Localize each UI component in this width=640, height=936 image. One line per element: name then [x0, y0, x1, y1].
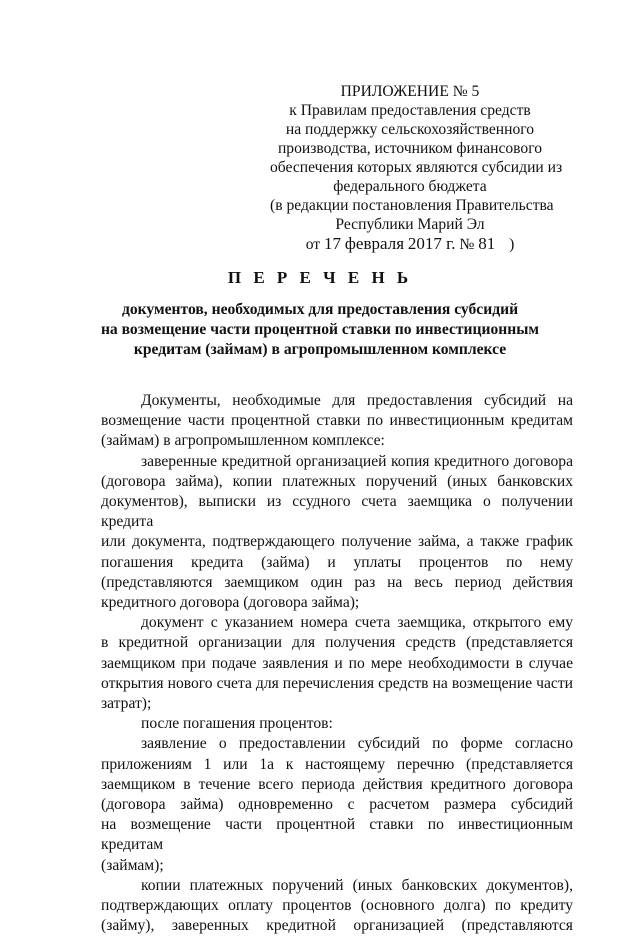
body-line: заверенные кредитной организацией копия кредитного договора: [141, 452, 573, 470]
appendix-block: [270, 82, 563, 254]
body-paragraph: [101, 452, 573, 614]
body-line: приложениям 1 или 1а к настоящему перечню (представляется: [101, 755, 573, 773]
subtitle-line: документов, необходимых для предоставления субсидий: [121, 301, 519, 318]
body-line: документ с указанием номера счета заемщика, открытого ему: [141, 614, 573, 632]
body-line: документов), выписки из ссудного счета заемщика о получении кредита: [101, 493, 573, 531]
body-paragraph: [101, 876, 573, 936]
document-subtitle: [80, 300, 560, 360]
appendix-line: федерального бюджета: [333, 178, 487, 195]
body-line: открытия нового счета для перечисления средств на возмещение части: [101, 674, 573, 692]
number-sign: №: [459, 236, 475, 253]
appendix-line: к Правилам предоставления средств: [289, 102, 531, 119]
appendix-title: ПРИЛОЖЕНИЕ № 5: [340, 83, 480, 100]
document-body: [101, 391, 573, 936]
body-line: (договора займа) одновременно с расчетом размера субсидий: [101, 796, 573, 814]
date-prefix: от: [305, 236, 321, 253]
body-line: (займам) в агропромышленном комплексе:: [101, 432, 385, 450]
body-line: кредитного договора (договора займа);: [101, 594, 360, 612]
close-paren: ): [509, 236, 515, 253]
body-line: заявление о предоставлении субсидий по форме согласно: [141, 735, 573, 753]
body-line: подтверждающих оплату процентов (основного долга) по кредиту: [101, 897, 573, 915]
body-line: копии платежных поручений (иных банковских документов),: [141, 876, 573, 894]
body-paragraph: [101, 734, 573, 875]
body-line: возмещение части процентной ставки по инвестиционным кредитам: [101, 412, 573, 430]
date-month: февраля: [344, 234, 405, 253]
subtitle-line: кредитам (займам) в агропромышленном комплексе: [133, 341, 507, 358]
appendix-line: производства, источником финансового: [277, 140, 543, 157]
appendix-line: (в редакции постановления Правительства: [270, 197, 554, 214]
body-line: (представляются заемщиком один раз на весь период действия: [101, 573, 573, 591]
subtitle-line: на возмещение части процентной ставки по инвестиционным: [100, 321, 540, 338]
body-line: на возмещение части процентной ставки по инвестиционным кредитам: [101, 816, 573, 854]
date-year: 2017 г.: [407, 234, 456, 253]
document-heading: П Е Р Е Ч Е Н Ь: [227, 268, 413, 287]
body-line: или документа, подтверждающего получение займа, а также график: [101, 533, 573, 551]
body-line: (договора займа), копии платежных поручений (иных банковских: [101, 472, 573, 490]
body-paragraph: [101, 391, 573, 452]
appendix-line: Республики Марий Эл: [335, 216, 485, 233]
body-line: после погашения процентов:: [141, 715, 333, 733]
body-line: (займам);: [101, 856, 164, 874]
body-line: заемщиком при подаче заявления и по мере необходимости в случае: [101, 654, 573, 672]
body-line: (займу), заверенных кредитной организацией (представляются: [101, 917, 573, 935]
appendix-line: обеспечения которых являются субсидии из: [270, 159, 563, 176]
body-line: заемщиком в течение всего периода действия кредитного договора: [101, 775, 573, 793]
body-line: Документы, необходимые для предоставления субсидий на: [141, 392, 573, 409]
appendix-line: на поддержку сельскохозяйственного: [285, 121, 535, 138]
appendix-date-line: [270, 234, 550, 254]
body-paragraph: [101, 714, 573, 734]
body-paragraph: [101, 613, 573, 714]
date-day: 17: [324, 234, 342, 253]
body-line: в кредитной организации для получения средств (представляется: [101, 634, 573, 652]
document-number: 81: [478, 234, 496, 253]
body-line: затрат);: [101, 695, 152, 713]
body-line: погашения кредита (займа) и уплаты процентов по нему: [101, 553, 573, 571]
